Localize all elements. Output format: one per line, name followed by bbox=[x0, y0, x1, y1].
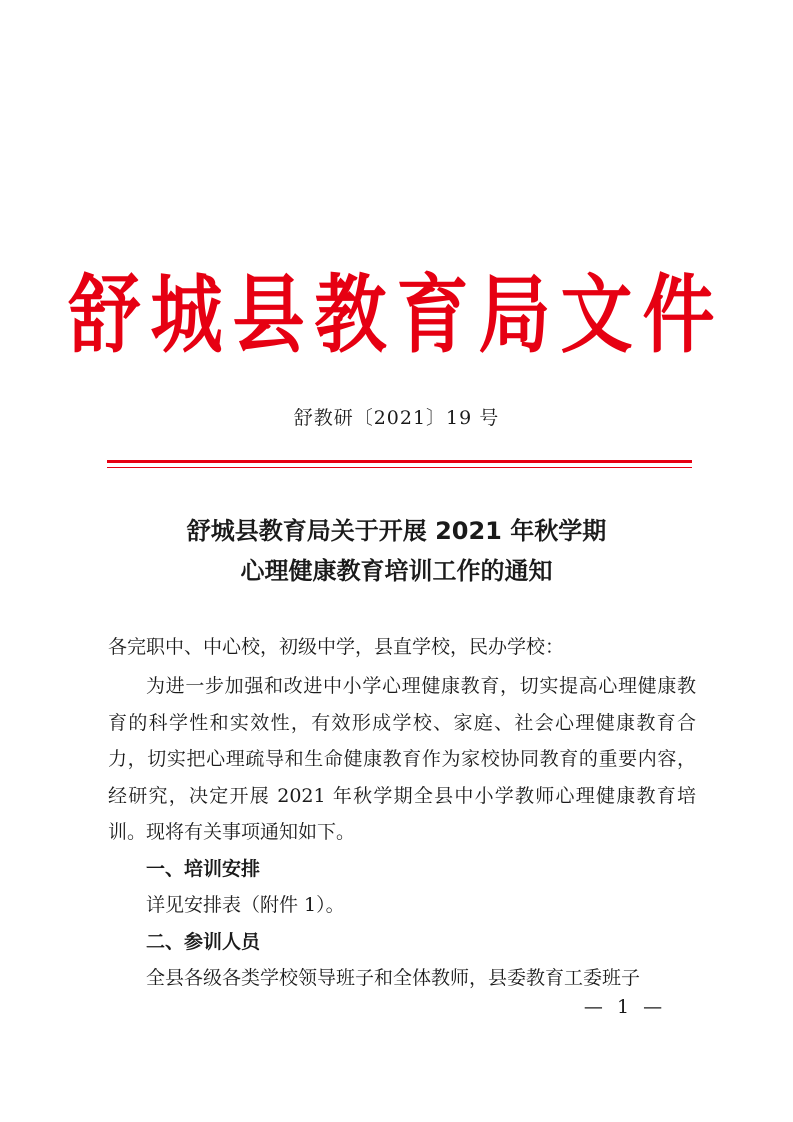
section-text-arrangement: 详见安排表（附件 1）。 bbox=[146, 894, 345, 916]
document-masthead: 舒城县教育局文件 bbox=[68, 265, 725, 365]
notice-title-line-2: 心理健康教育培训工作的通知 bbox=[240, 557, 553, 585]
intro-paragraph: 为进一步加强和改进中小学心理健康教育，切实提高心理健康教育的科学性和实效性，有效形成学校、家庭、社会心理健康教育合力，切实把心理疏导和生命健康教育作为家校协同教育的重要内容，经研究，决定开展 2021 年秋学期全县中小学教师心理健康教育培训。现将有关事项通知如下。 bbox=[108, 675, 696, 843]
notice-title-line-1: 舒城县教育局关于开展 2021 年秋学期 bbox=[186, 517, 607, 545]
section-text-participants: 全县各级各类学校领导班子和全体教师，县委教育工委班子 bbox=[146, 967, 641, 989]
page-number: — 1 — bbox=[583, 996, 667, 1018]
notice-body bbox=[108, 668, 696, 997]
section-heading-arrangement: 一、培训安排 bbox=[146, 857, 261, 880]
addressee-line: 各完职中、中心校，初级中学，县直学校，民办学校： bbox=[108, 636, 565, 658]
document-number: 舒教研〔2021〕19 号 bbox=[293, 407, 500, 429]
red-separator-line-thin bbox=[107, 467, 692, 468]
notice-title bbox=[0, 511, 793, 591]
section-heading-participants: 二、参训人员 bbox=[146, 930, 261, 953]
red-separator-line bbox=[107, 460, 692, 463]
